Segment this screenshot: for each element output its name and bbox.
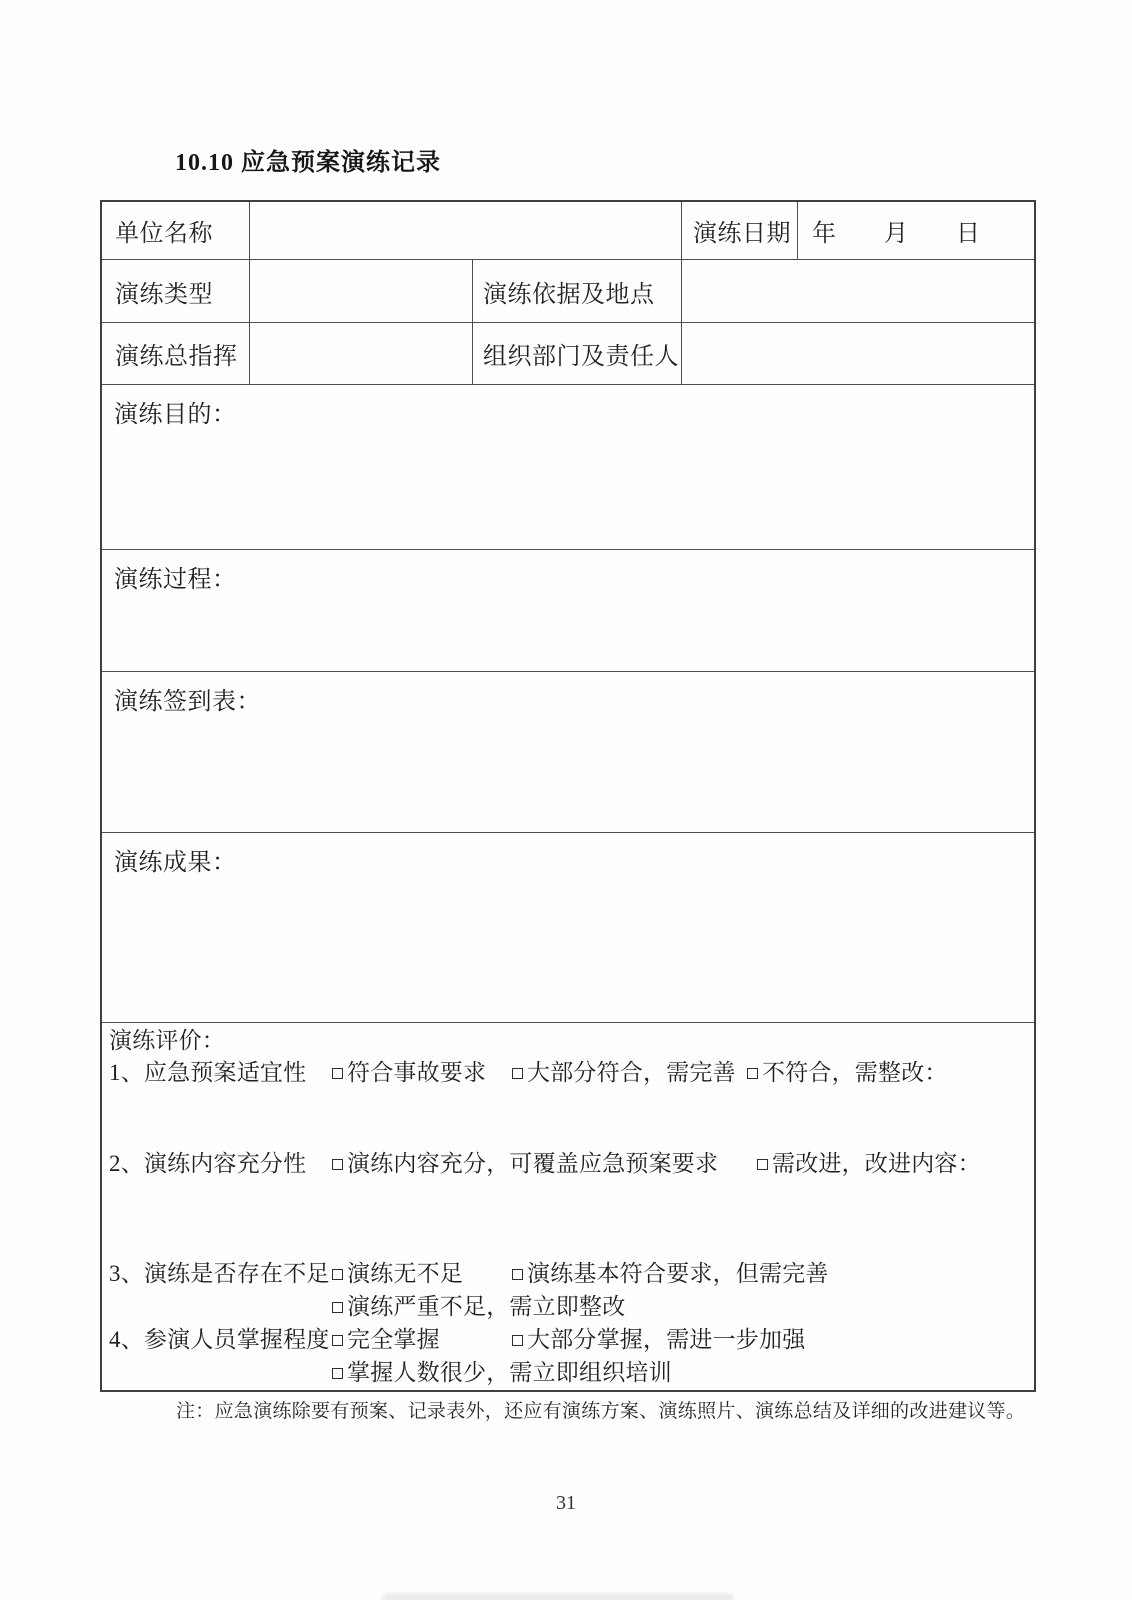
checkbox-icon[interactable] <box>332 1302 343 1313</box>
eval-item1-option-2[interactable] <box>512 1056 747 1089</box>
row-type-basis <box>102 260 1034 323</box>
drill-signin-label: 演练签到表： <box>114 689 261 715</box>
drill-org-input[interactable] <box>682 323 1034 384</box>
unit-name-input[interactable] <box>250 202 682 259</box>
drill-org-label: 组织部门及责任人 <box>473 323 682 384</box>
checkbox-icon[interactable] <box>512 1068 523 1079</box>
option-label: 演练严重不足，需立即整改 <box>347 1294 626 1319</box>
drill-date-input[interactable] <box>798 202 1034 259</box>
eval-item1-option-1[interactable] <box>332 1056 512 1089</box>
checkbox-icon[interactable] <box>757 1159 768 1170</box>
row-unit-date <box>102 202 1034 260</box>
eval-item4-title: 4、参演人员掌握程度 <box>109 1327 330 1352</box>
eval-item3-option-3[interactable] <box>332 1290 625 1323</box>
evaluation-item-2 <box>109 1147 1024 1180</box>
drill-basis-input[interactable] <box>682 260 1034 322</box>
checkbox-icon[interactable] <box>332 1269 343 1280</box>
option-label: 完全掌握 <box>347 1327 440 1352</box>
checkbox-icon[interactable] <box>332 1368 343 1379</box>
page-title: 10.10 应急预案演练记录 <box>175 150 441 176</box>
option-label: 大部分掌握，需进一步加强 <box>527 1327 806 1352</box>
eval-item4-option-2[interactable] <box>512 1323 805 1356</box>
drill-record-form <box>100 200 1036 1392</box>
option-label: 不符合，需整改： <box>762 1060 948 1085</box>
checkbox-icon[interactable] <box>512 1335 523 1346</box>
drill-commander-input[interactable] <box>250 323 473 384</box>
option-label: 大部分符合，需完善 <box>527 1060 736 1085</box>
eval-item1-option-3[interactable] <box>747 1056 948 1089</box>
eval-item3-option-1[interactable] <box>332 1257 512 1290</box>
date-year-label: 年 <box>812 221 836 247</box>
row-signin <box>102 672 1034 833</box>
eval-item3-title: 3、演练是否存在不足 <box>109 1261 330 1286</box>
row-commander-org <box>102 323 1034 385</box>
drill-process-field[interactable] <box>102 550 1034 671</box>
date-day-label: 日 <box>956 221 980 247</box>
option-label: 符合事故要求 <box>347 1060 487 1085</box>
drill-basis-label: 演练依据及地点 <box>473 260 682 322</box>
option-label: 演练无不足 <box>347 1261 463 1286</box>
option-label: 掌握人数很少，需立即组织培训 <box>347 1360 672 1385</box>
drill-signin-field[interactable] <box>102 672 1034 832</box>
evaluation-item-4 <box>109 1323 1024 1356</box>
option-label: 需改进，改进内容： <box>772 1151 981 1176</box>
checkbox-icon[interactable] <box>332 1068 343 1079</box>
evaluation-item-3 <box>109 1257 1024 1290</box>
evaluation-item-4-line-2 <box>109 1356 1024 1389</box>
checkbox-icon[interactable] <box>332 1159 343 1170</box>
checkbox-icon[interactable] <box>747 1068 758 1079</box>
checkbox-icon[interactable] <box>512 1269 523 1280</box>
evaluation-item-1 <box>109 1056 1024 1089</box>
row-evaluation <box>102 1023 1034 1390</box>
drill-result-field[interactable] <box>102 833 1034 1022</box>
eval-item1-title: 1、应急预案适宜性 <box>109 1060 307 1085</box>
writein-space[interactable] <box>109 1089 1024 1147</box>
drill-type-input[interactable] <box>250 260 473 322</box>
eval-item4-option-3[interactable] <box>332 1356 672 1389</box>
drill-commander-label: 演练总指挥 <box>102 323 250 384</box>
eval-item2-option-2[interactable] <box>757 1147 981 1180</box>
drill-purpose-label: 演练目的： <box>114 402 237 428</box>
eval-item2-option-1[interactable] <box>332 1147 757 1180</box>
eval-item4-option-1[interactable] <box>332 1323 512 1356</box>
writein-space[interactable] <box>109 1180 1024 1257</box>
drill-date-label: 演练日期 <box>682 202 798 259</box>
eval-item3-option-2[interactable] <box>512 1257 829 1290</box>
footnote: 注：应急演练除要有预案、记录表外，还应有演练方案、演练照片、演练总结及详细的改进建议等。 <box>176 1401 1026 1422</box>
row-purpose <box>102 385 1034 550</box>
option-label: 演练基本符合要求，但需完善 <box>527 1261 829 1286</box>
drill-type-label: 演练类型 <box>102 260 250 322</box>
evaluation-item-3-line-2 <box>109 1290 1024 1323</box>
drill-evaluation-field <box>102 1023 1034 1390</box>
drill-result-label: 演练成果： <box>114 850 237 876</box>
drill-process-label: 演练过程： <box>114 567 237 593</box>
drill-purpose-field[interactable] <box>102 385 1034 549</box>
evaluation-label: 演练评价： <box>109 1028 225 1053</box>
checkbox-icon[interactable] <box>332 1335 343 1346</box>
eval-item2-title: 2、演练内容充分性 <box>109 1151 307 1176</box>
unit-name-label: 单位名称 <box>102 202 250 259</box>
row-result <box>102 833 1034 1023</box>
row-process <box>102 550 1034 672</box>
scan-artifact <box>383 1594 733 1600</box>
page-number: 31 <box>556 1492 576 1514</box>
date-month-label: 月 <box>884 221 908 247</box>
option-label: 演练内容充分，可覆盖应急预案要求 <box>347 1151 719 1176</box>
